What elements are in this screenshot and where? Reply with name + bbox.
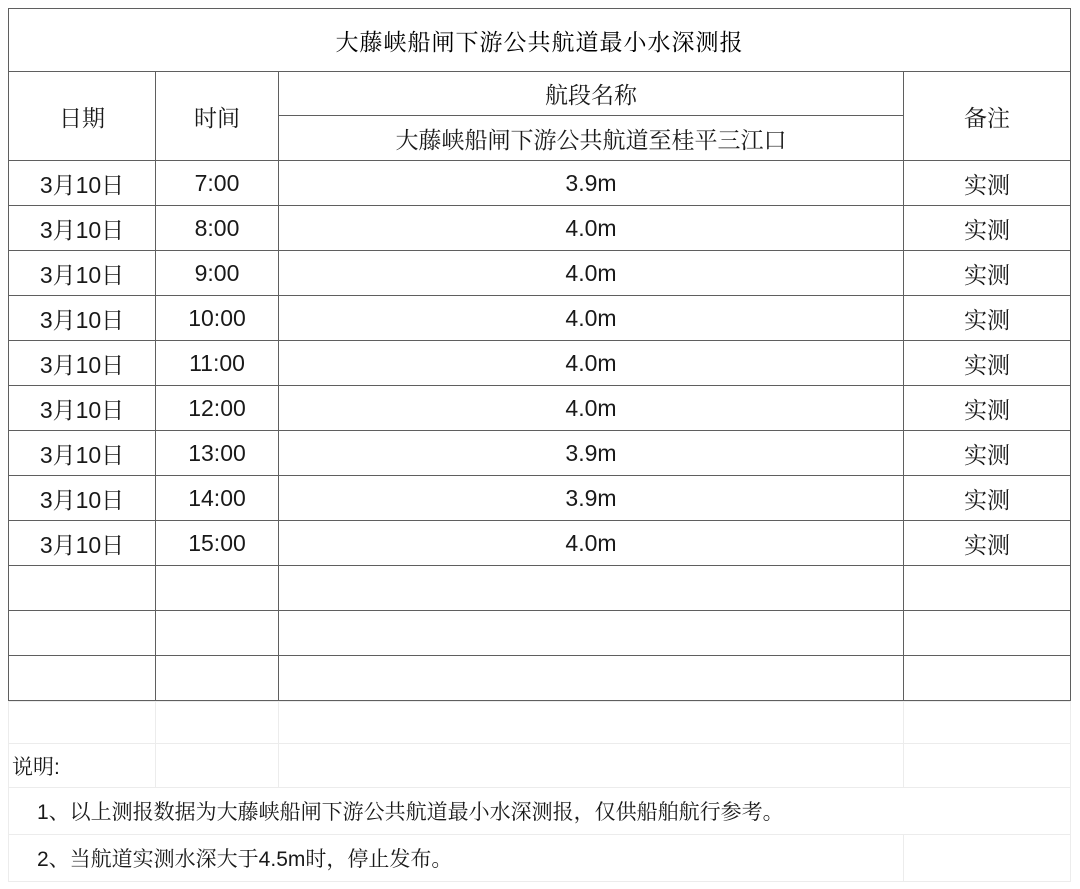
table-row — [9, 296, 1071, 341]
depth-report-table — [8, 8, 1071, 701]
date-cell: 3月10日 — [9, 251, 156, 296]
date-cell: 3月10日 — [9, 206, 156, 251]
time-cell: 12:00 — [156, 386, 279, 431]
depth-cell: 3.9m — [279, 476, 904, 521]
note-row — [9, 835, 1071, 882]
date-cell: 3月10日 — [9, 161, 156, 206]
time-cell: 15:00 — [156, 521, 279, 566]
report-title: 大藤峡船闸下游公共航道最小水深测报 — [9, 9, 1071, 72]
time-cell: 9:00 — [156, 251, 279, 296]
notes-label: 说明: — [9, 744, 156, 788]
remark-cell: 实测 — [904, 251, 1071, 296]
empty-cell — [904, 656, 1071, 701]
date-cell: 3月10日 — [9, 341, 156, 386]
title-row — [9, 9, 1071, 72]
depth-cell: 3.9m — [279, 431, 904, 476]
date-cell: 3月10日 — [9, 521, 156, 566]
empty-cell — [156, 702, 279, 744]
remark-cell: 实测 — [904, 521, 1071, 566]
empty-cell — [904, 835, 1071, 882]
empty-cell — [9, 656, 156, 701]
depth-cell: 4.0m — [279, 296, 904, 341]
time-cell: 8:00 — [156, 206, 279, 251]
date-cell: 3月10日 — [9, 431, 156, 476]
empty-cell — [9, 611, 156, 656]
table-row — [9, 431, 1071, 476]
note-row — [9, 788, 1071, 835]
depth-cell: 4.0m — [279, 206, 904, 251]
empty-cell — [156, 656, 279, 701]
empty-row — [9, 611, 1071, 656]
note-item-1: 1、以上测报数据为大藤峡船闸下游公共航道最小水深测报，仅供船舶航行参考。 — [9, 788, 1071, 835]
depth-cell: 3.9m — [279, 161, 904, 206]
header-row-top — [9, 72, 1071, 116]
empty-cell — [904, 566, 1071, 611]
time-cell: 11:00 — [156, 341, 279, 386]
notes-section — [8, 701, 1071, 882]
col-header-section-name: 大藤峡船闸下游公共航道至桂平三江口 — [279, 116, 904, 161]
table-row — [9, 476, 1071, 521]
table-row — [9, 386, 1071, 431]
time-cell: 14:00 — [156, 476, 279, 521]
table-row — [9, 161, 1071, 206]
time-cell: 10:00 — [156, 296, 279, 341]
remark-cell: 实测 — [904, 341, 1071, 386]
empty-cell — [904, 744, 1071, 788]
empty-cell — [279, 656, 904, 701]
time-cell: 7:00 — [156, 161, 279, 206]
col-header-date: 日期 — [9, 72, 156, 161]
depth-cell: 4.0m — [279, 386, 904, 431]
table-row — [9, 341, 1071, 386]
empty-cell — [9, 702, 156, 744]
table-row — [9, 521, 1071, 566]
empty-cell — [156, 611, 279, 656]
empty-cell — [279, 566, 904, 611]
empty-cell — [904, 702, 1071, 744]
remark-cell: 实测 — [904, 206, 1071, 251]
empty-row — [9, 656, 1071, 701]
col-header-time: 时间 — [156, 72, 279, 161]
empty-cell — [279, 611, 904, 656]
col-header-remark: 备注 — [904, 72, 1071, 161]
date-cell: 3月10日 — [9, 386, 156, 431]
col-header-section-group: 航段名称 — [279, 72, 904, 116]
remark-cell: 实测 — [904, 476, 1071, 521]
depth-cell: 4.0m — [279, 251, 904, 296]
depth-cell: 4.0m — [279, 341, 904, 386]
date-cell: 3月10日 — [9, 476, 156, 521]
note-item-2: 2、当航道实测水深大于4.5m时，停止发布。 — [9, 835, 904, 882]
depth-cell: 4.0m — [279, 521, 904, 566]
time-cell: 13:00 — [156, 431, 279, 476]
remark-cell: 实测 — [904, 161, 1071, 206]
empty-cell — [156, 566, 279, 611]
remark-cell: 实测 — [904, 296, 1071, 341]
table-row — [9, 206, 1071, 251]
notes-label-row — [9, 744, 1071, 788]
empty-row — [9, 566, 1071, 611]
date-cell: 3月10日 — [9, 296, 156, 341]
empty-cell — [9, 566, 156, 611]
remark-cell: 实测 — [904, 386, 1071, 431]
empty-cell — [156, 744, 279, 788]
empty-cell — [279, 702, 904, 744]
empty-cell — [279, 744, 904, 788]
empty-cell — [904, 611, 1071, 656]
grid-spacer-row — [9, 702, 1071, 744]
table-row — [9, 251, 1071, 296]
remark-cell: 实测 — [904, 431, 1071, 476]
